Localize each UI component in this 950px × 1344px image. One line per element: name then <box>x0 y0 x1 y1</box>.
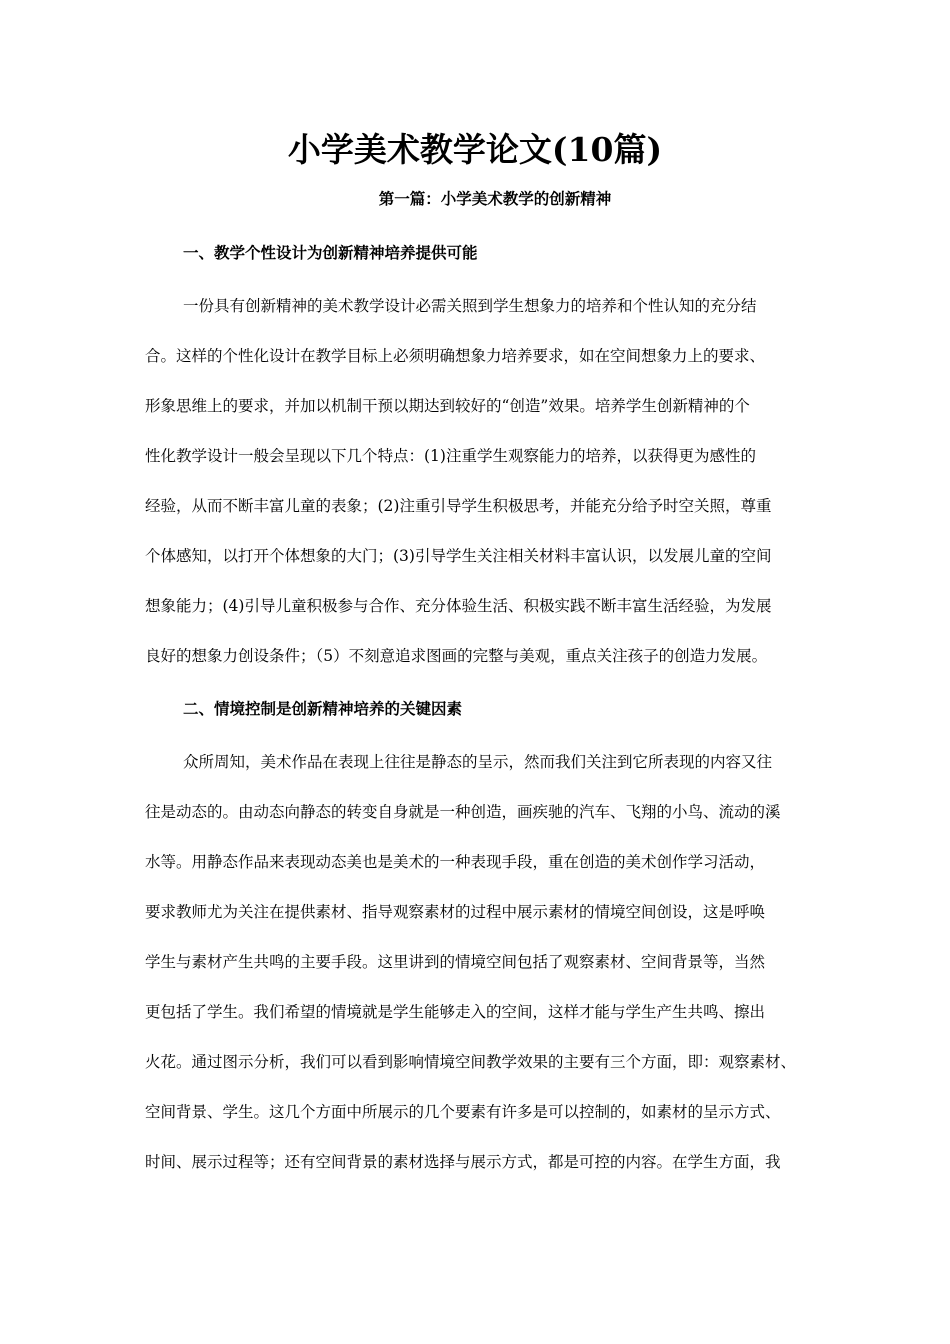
paragraph-line: 时间、展示过程等；还有空间背景的素材选择与展示方式，都是可控的内容。在学生方面，我 <box>145 1153 781 1171</box>
paragraph-line: 性化教学设计一般会呈现以下几个特点：(1)注重学生观察能力的培养，以获得更为感性的 <box>145 447 756 465</box>
paragraph-line: 良好的想象力创设条件；（5）不刻意追求图画的完整与美观，重点关注孩子的创造力发展。 <box>145 647 768 665</box>
section-heading-1: 一、教学个性设计为创新精神培养提供可能 <box>183 243 478 262</box>
paragraph-line: 一份具有创新精神的美术教学设计必需关照到学生想象力的培养和个性认知的充分结 <box>183 297 757 315</box>
paragraph-line: 合。这样的个性化设计在教学目标上必须明确想象力培养要求，如在空间想象力上的要求、 <box>145 347 766 365</box>
paragraph-line: 水等。用静态作品来表现动态美也是美术的一种表现手段，重在创造的美术创作学习活动， <box>145 853 766 871</box>
document-subtitle: 第一篇：小学美术教学的创新精神 <box>378 189 612 208</box>
paragraph-line: 往是动态的。由动态向静态的转变自身就是一种创造，画疾驰的汽车、飞翔的小鸟、流动的溪 <box>145 803 781 821</box>
paragraph-line: 经验，从而不断丰富儿童的表象；(2)注重引导学生积极思考，并能充分给予时空关照，尊重 <box>145 497 772 515</box>
paragraph-line: 学生与素材产生共鸣的主要手段。这里讲到的情境空间包括了观察素材、空间背景等，当然 <box>145 953 766 971</box>
paragraph-line: 众所周知，美术作品在表现上往往是静态的呈示，然而我们关注到它所表现的内容又往 <box>183 753 773 771</box>
paragraph-line: 想象能力；(4)引导儿童积极参与合作、充分体验生活、积极实践不断丰富生活经验，为发展 <box>145 597 772 615</box>
paragraph-line: 要求教师尤为关注在提供素材、指导观察素材的过程中展示素材的情境空间创设，这是呼唤 <box>145 903 766 921</box>
paragraph-line: 更包括了学生。我们希望的情境就是学生能够走入的空间，这样才能与学生产生共鸣、擦出 <box>145 1003 766 1021</box>
document-title: 小学美术教学论文(10篇) <box>287 130 663 169</box>
paragraph-line: 个体感知，以打开个体想象的大门；(3)引导学生关注相关材料丰富认识，以发展儿童的空间 <box>145 547 772 565</box>
section-heading-2: 二、情境控制是创新精神培养的关键因素 <box>183 699 463 718</box>
paragraph-line: 火花。通过图示分析，我们可以看到影响情境空间教学效果的主要有三个方面，即：观察素材、 <box>145 1053 797 1071</box>
paragraph-line: 空间背景、学生。这几个方面中所展示的几个要素有许多是可以控制的，如素材的呈示方式、 <box>145 1103 781 1121</box>
paragraph-line: 形象思维上的要求，并加以机制干预以期达到较好的“创造”效果。培养学生创新精神的个 <box>145 397 750 415</box>
